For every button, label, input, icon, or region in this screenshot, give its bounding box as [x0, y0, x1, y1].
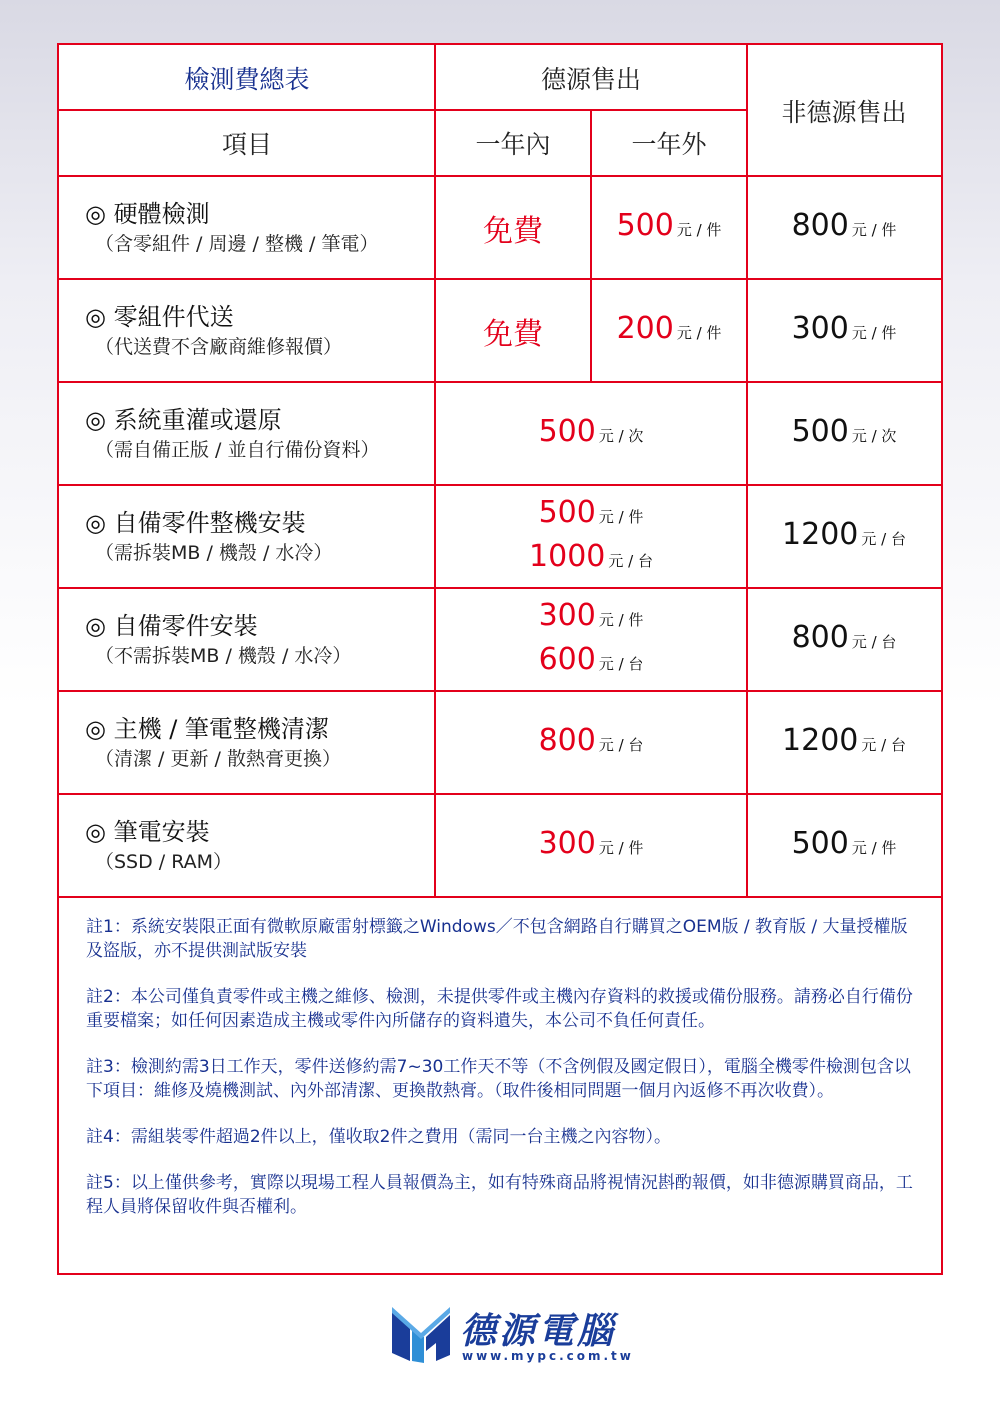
grid-line — [59, 690, 941, 692]
price-unit: 元 / 件 — [598, 507, 644, 526]
row-subtitle: （含零組件 / 周邊 / 整機 / 筆電） — [95, 232, 379, 255]
row-hardware-check — [59, 176, 435, 279]
row-laptop-install — [59, 794, 435, 897]
logo-url: www.mypc.com.tw — [462, 1349, 634, 1363]
logo-mark-icon — [390, 1303, 452, 1365]
price-number: 300 — [791, 310, 849, 346]
row-title: ◎ 自備零件整機安裝 — [85, 508, 306, 537]
price-after-year — [591, 176, 747, 279]
grid-line — [59, 484, 941, 486]
price-unit: 元 / 台 — [861, 735, 906, 754]
table-title: 檢測費總表 — [59, 45, 435, 110]
note-5: 註5：以上僅供參考，實際以現場工程人員報價為主，如有特殊商品將視情況斟酌報價，如非德源購買商品，工程人員將保留收件與否權利。 — [86, 1173, 913, 1217]
price-non-dy — [747, 382, 941, 485]
note-2: 註2：本公司僅負責零件或主機之維修、檢測，未提供零件或主機內存資料的救援或備份服務。請務必自行備份重要檔案；如任何因素造成主機或零件內所儲存的資料遺失，本公司不負任何責任。 — [86, 987, 913, 1031]
logo-name: 德源電腦 — [460, 1311, 617, 1352]
price-dy — [435, 794, 747, 897]
grid-line — [59, 109, 747, 111]
row-subtitle: （需拆裝MB / 機殼 / 水冷） — [95, 541, 333, 564]
price-number: 300 — [538, 825, 596, 861]
grid-line — [59, 175, 941, 177]
price-number: 500 — [791, 825, 849, 861]
price-unit: 元 / 件 — [851, 838, 897, 857]
price-number: 300 — [538, 597, 596, 633]
price-non-dy — [747, 588, 941, 691]
grid-line — [59, 587, 941, 589]
price-unit: 元 / 台 — [608, 551, 653, 570]
header-within-year: 一年內 — [435, 110, 591, 176]
note-1: 註1：系統安裝限正面有微軟原廠雷射標籤之Windows／不包含網路自行購買之OEM版 / 教育版 / 大量授權版及盜版，亦不提供測試版安裝 — [86, 917, 908, 961]
company-logo — [390, 1303, 634, 1365]
header-item: 項目 — [59, 110, 435, 176]
price-unit: 元 / 次 — [598, 426, 644, 445]
price-number: 200 — [616, 310, 674, 346]
price-non-dy — [747, 691, 941, 794]
price-unit: 元 / 台 — [598, 735, 644, 754]
price-number: 600 — [538, 641, 596, 677]
price-non-dy — [747, 794, 941, 897]
price-non-dy — [747, 279, 941, 382]
price-free: 免費 — [435, 176, 591, 279]
price-dy — [435, 485, 747, 588]
row-title: ◎ 主機 / 筆電整機清潔 — [85, 714, 329, 743]
row-subtitle: （不需拆裝MB / 機殼 / 水冷） — [95, 644, 352, 667]
notes-section — [86, 915, 916, 1241]
price-number: 500 — [616, 207, 674, 243]
price-number: 500 — [538, 494, 596, 530]
price-non-dy — [747, 485, 941, 588]
row-system-reinstall — [59, 382, 435, 485]
row-title: ◎ 自備零件安裝 — [85, 611, 258, 640]
price-non-dy — [747, 176, 941, 279]
header-non-dy: 非德源售出 — [747, 45, 941, 176]
row-title: ◎ 系統重灌或還原 — [85, 405, 282, 434]
header-dy-sold: 德源售出 — [435, 45, 747, 110]
grid-line — [590, 109, 592, 382]
grid-line — [59, 793, 941, 795]
row-subtitle: （需自備正版 / 並自行備份資料） — [95, 438, 380, 461]
price-number: 800 — [791, 207, 849, 243]
row-subtitle: （清潔 / 更新 / 散熱膏更換） — [95, 747, 341, 770]
grid-line — [59, 896, 941, 898]
price-unit: 元 / 台 — [851, 632, 897, 651]
price-unit: 元 / 件 — [676, 323, 722, 342]
price-number: 800 — [538, 722, 596, 758]
row-subtitle: （SSD / RAM） — [95, 850, 233, 873]
row-cleaning — [59, 691, 435, 794]
price-unit: 元 / 件 — [851, 323, 897, 342]
price-number: 1000 — [529, 538, 606, 574]
price-unit: 元 / 台 — [861, 529, 906, 548]
price-number: 500 — [791, 413, 849, 449]
fee-table-sheet — [57, 43, 943, 1275]
grid-line — [434, 45, 436, 898]
price-free: 免費 — [435, 279, 591, 382]
price-dy — [435, 588, 747, 691]
price-after-year — [591, 279, 747, 382]
note-4: 註4：需組裝零件超過2件以上，僅收取2件之費用（需同一台主機之內容物）。 — [86, 1127, 671, 1147]
price-number: 800 — [791, 619, 849, 655]
row-title: ◎ 硬體檢測 — [85, 199, 210, 228]
price-unit: 元 / 台 — [598, 654, 644, 673]
price-dy — [435, 691, 747, 794]
header-after-year: 一年外 — [591, 110, 747, 176]
grid-line — [59, 278, 941, 280]
row-subtitle: （代送費不含廠商維修報價） — [95, 335, 343, 358]
grid-line — [746, 45, 748, 898]
row-title: ◎ 筆電安裝 — [85, 817, 210, 846]
price-unit: 元 / 件 — [598, 838, 644, 857]
row-parts-install — [59, 588, 435, 691]
row-title: ◎ 零組件代送 — [85, 302, 234, 331]
price-number: 500 — [538, 413, 596, 449]
price-unit: 元 / 件 — [851, 220, 897, 239]
grid-line — [59, 381, 941, 383]
price-unit: 元 / 次 — [851, 426, 897, 445]
note-3: 註3：檢測約需3日工作天，零件送修約需7~30工作天不等（不含例假及國定假日），電腦全機零件檢測包含以下項目：維修及燒機測試、內外部清潔、更換散熱膏。（取件後相同問題一個月內返修不再次收費）。 — [86, 1057, 911, 1101]
price-number: 1200 — [782, 516, 859, 552]
price-unit: 元 / 件 — [598, 610, 644, 629]
price-unit: 元 / 件 — [676, 220, 722, 239]
price-number: 1200 — [782, 722, 859, 758]
row-parts-delivery — [59, 279, 435, 382]
row-full-assembly — [59, 485, 435, 588]
price-dy — [435, 382, 747, 485]
